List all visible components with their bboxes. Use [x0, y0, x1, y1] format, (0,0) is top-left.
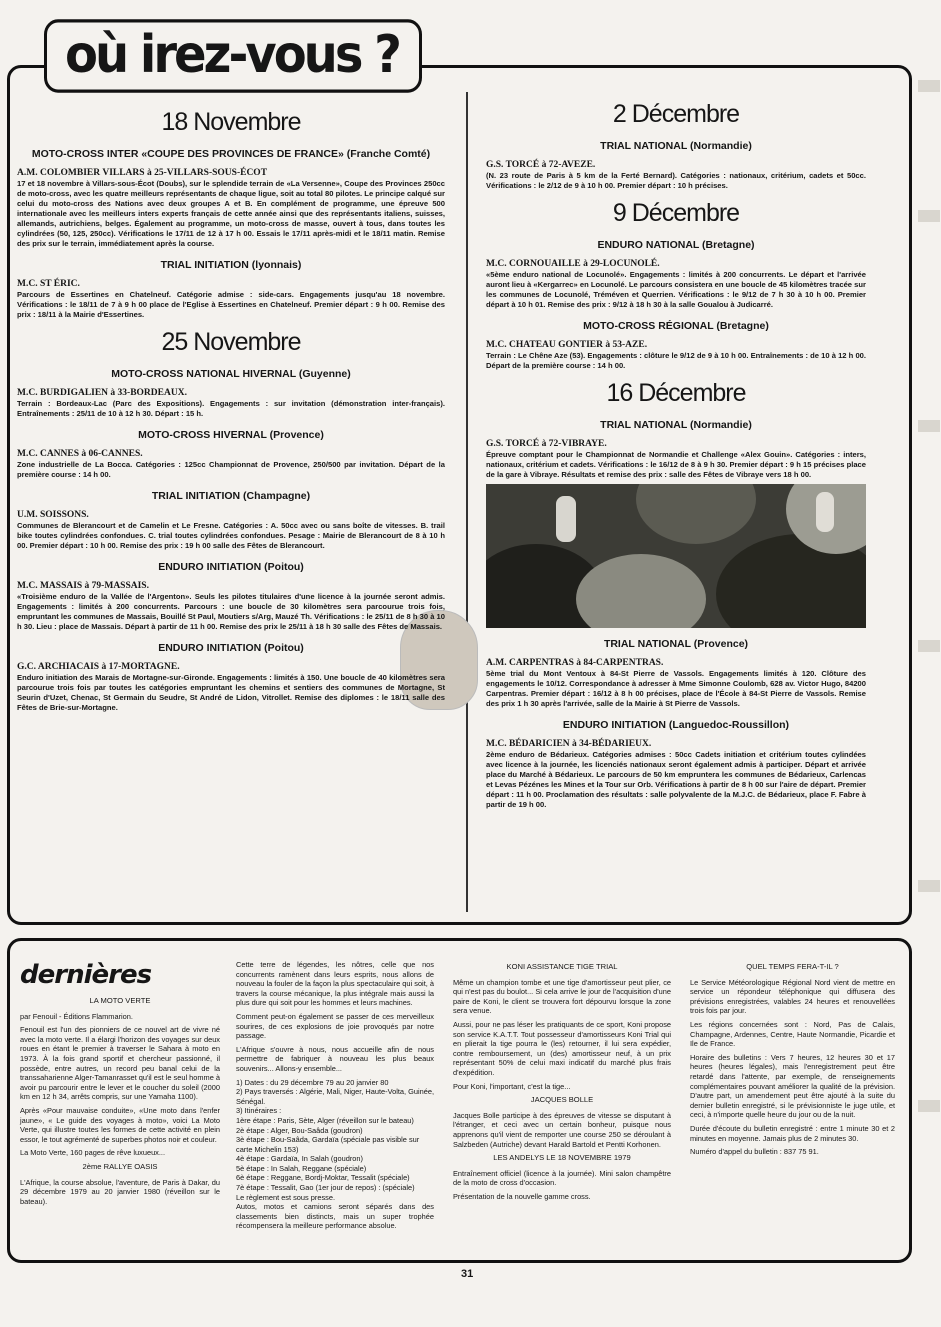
news-line: 4è étape : Gardaïa, In Salah (goudron): [236, 1154, 363, 1164]
news-line: 3è étape : Bou-Saâda, Gardaïa (spéciale pas visible sur carte Michelin 153): [236, 1135, 420, 1154]
event-title: MOTO-CROSS HIVERNAL (Provence): [138, 429, 324, 441]
event: [17, 490, 445, 551]
event-organizer: M.C. BURDIGALIEN à 33-BORDEAUX.: [17, 388, 187, 398]
page-number: 31: [461, 1268, 474, 1280]
event: [486, 140, 866, 191]
news-paragraph: Numéro d'appel du bulletin : 837 75 91.: [690, 1147, 819, 1157]
news-heading: KONI ASSISTANCE TIGE TRIAL: [506, 962, 618, 971]
event-organizer: M.C. CORNOUAILLE à 29-LOCUNOLÉ.: [486, 259, 660, 269]
event-organizer: M.C. CHATEAU GONTIER à 53-AZE.: [486, 340, 648, 350]
event-organizer: M.C. MASSAIS à 79-MASSAIS.: [17, 581, 149, 591]
event: [17, 429, 445, 480]
news-line: 2è étape : Alger, Bou-Saâda (goudron): [236, 1125, 363, 1135]
news-paragraph: Pour Koni, l'important, c'est la tige...: [453, 1081, 571, 1091]
event-title: TRIAL NATIONAL (Provence): [603, 638, 749, 650]
event: [17, 642, 445, 713]
news-line: 5è étape : In Salah, Reggane (spéciale): [236, 1163, 367, 1173]
event-details: Terrain : Bordeaux-Lac (Parc des Expositions). Engagements : sur invitation (démonstration inter-français). Entraînements : 25/11 de 10 à 12 h 30. Départ : 15 h.: [17, 399, 445, 418]
event-details: Enduro initiation des Marais de Mortagne-sur-Gironde. Engagements : limités à 150. Une boucle de 40 kilomètres sera parcourue trois fois par toutes les catégories empruntant les chemins et sentiers des communes de Mortagne, St Seurin d'Uzet, Chenac, St Germain du Seudre, St André de Lidon, Vitrollet. Remise des diplomes : le 18/11 salle des Fêtes de Brie-sur-Mortagne.: [17, 673, 445, 712]
event-details: Parcours de Essertines en Chatelneuf. Catégorie admise : side-cars. Engagements jusqu'au 18 novembre. Vérifications : le 18/11 de 7 à 9 h 00 place de l'Eglise à Essertines en Chatelneuf. Premier départ : 9 h 00. Remise des prix : 18/11 à la Mairie d'Essertines.: [17, 290, 445, 319]
trial-photo: [486, 484, 866, 628]
news-paragraph: Même un champion tombe et une tige d'amortisseur peut plier, ce qui n'est pas du boulot... Si cela arrive le jour de l'acquisition d'une paire de Koni, le client se trouvera fort dépourvu lorsque la zone sera venue.: [453, 977, 671, 1016]
event-title: TRIAL INITIATION (lyonnais): [160, 259, 302, 271]
date-heading: 18 Novembre: [161, 108, 301, 136]
event-title: ENDURO INITIATION (Poitou): [158, 561, 304, 573]
news-line: 2) Pays traversés : Algérie, Mali, Niger, Haute-Volta, Guinée, Sénégal.: [236, 1087, 434, 1106]
event-details: Épreuve comptant pour le Championnat de Normandie et Challenge «Alex Gouin». Catégories : inters, nationaux, critérium et cadets. Vérifications : le 16/12 de 8 à 9 h 30. Premier départ : 9 h 15 précises place de la gare à Vibraye. Résultats et remise des prix : salle des Fêtes de Vibraye vers 18 h 00.: [486, 450, 866, 479]
event: [17, 259, 445, 320]
event: [486, 320, 866, 371]
event: [486, 419, 866, 480]
event-title: MOTO-CROSS INTER «COUPE DES PROVINCES DE FRANCE» (Franche Comté): [31, 148, 431, 160]
news-column: [20, 960, 220, 1210]
event: [486, 239, 866, 310]
news-paragraph: Après «Pour mauvaise conduite», «Une moto dans l'enfer jaune», « Le guide des voyages à moto», voici La Moto Verte, qui illustre toutes les formes de cette activité en plein essor, le tout agrémenté de superbes photos noir et couleur.: [20, 1105, 220, 1144]
date-section: [486, 100, 866, 191]
news-line: 6è étape : Reggane, Bordj-Moktar, Tessalit (spéciale): [236, 1173, 410, 1183]
news-heading: LES ANDELYS LE 18 NOVEMBRE 1979: [493, 1153, 631, 1163]
news-line: 7è étape : Tessalit, Gao (1er jour de repos) : (spéciale): [236, 1183, 415, 1193]
event-title: MOTO-CROSS RÉGIONAL (Bretagne): [583, 320, 769, 332]
news-paragraph: Durée d'écoute du bulletin enregistré : entre 1 minute 30 et 2 minutes en moyenne. Jamais plus de 2 minutes 30.: [690, 1123, 895, 1143]
event-details: «Troisième enduro de la Vallée de l'Argenton». Seuls les pilotes titulaires d'une licence à la journée seront admis. Engagements : limités à 200 concurrents. Parcours : une boucle de 30 kilomètres sera parcourue trois fois, empruntant les communes de Massais, Bouillé St Paul, Moutiers s/Arg, Mauzé Th. Vérifications : le 25/11 de 8 h 30 à 10 h 30. Lieu : place de Massais. Départ à partir de 11 h 00. Remise des prix le 25/11 à 18 h 30 salle des Fêtes de Massais.: [17, 592, 445, 631]
news-heading: 2ème RALLYE OASIS: [82, 1161, 158, 1171]
news-subheading: par Fenouil - Éditions Flammarion.: [20, 1011, 133, 1021]
event-title: TRIAL NATIONAL (Normandie): [600, 140, 752, 152]
date-section: [486, 379, 866, 810]
event-details: 2ème enduro de Bédarieux. Catégories admises : 50cc Cadets initiation et critérium toutes cylindées avec licence à la journée, les licenciés nationaux seront également admis à participer. Départ et arrivée place du Marché à Bédarieux. Le parcours de 50 km empruntera les communes de Bédarieux, Carlencas et Levas Pézénes les Mines et la Tour sur Orb. Vérifications à partir de 8 h 00 sur l'aire de départ. Premier départ : 11 h 00. Proclamation des résultats : salle polyvalente de la M.J.C. de Bédarieux, place F. Fabre à partir de 19 h 00.: [486, 750, 866, 809]
news-paragraph: L'Afrique, la course absolue, l'aventure, de Paris à Dakar, du 29 décembre 1979 au 20 janvier 1980 (réveillon sur le bateau).: [20, 1177, 220, 1206]
news-line: 3) Itinéraires :: [236, 1106, 282, 1116]
event-details: Communes de Blerancourt et de Camelin et Le Fresne. Catégories : A. 50cc avec ou sans boîte de vitesses. B. trail bike toutes cylindrées confondues. C. trial toutes cylindrées confondues. Pesage : Mairie de Blerancourt de 8 à 10 h 00. Premier départ : 10 h 00. Remise des prix : 19 h 00 salle des Fêtes de Blerancourt.: [17, 521, 445, 550]
news-column: [236, 960, 434, 1235]
event-details: «5ème enduro national de Locunolé». Engagements : limités à 200 concurrents. Le départ et l'arrivée auront lieu à «Kergarrec» en Locunolé. Le parcours consistera en une boucle de 45 kilomètres tracée sur les communes de Locunolé, Tréméven et Querrien. Vérifications : le 9/12 de 7 h 30 à 10 h 00. Premier départ à 10 h 01. Remise des prix : 9/12 à 18 h 30 à la salle Goualou à Judicarré.: [486, 270, 866, 309]
news-paragraph: Cette terre de légendes, les nôtres, celle que nos concurrents ramènent dans leurs esprits, nous allons de nouveau la fouler de la façon la plus spectaculaire qui soit, à travers la course mécanique, la plus intégrale mais aussi la plus dure qui soit pour les hommes et leurs machines.: [236, 960, 434, 1008]
event-organizer: G.C. ARCHIACAIS à 17-MORTAGNE.: [17, 662, 180, 672]
event-details: 5ème trial du Mont Ventoux à 84-St Pierre de Vassols. Engagements limités à 120. Clôture des engagements le 10/12. Correspondance à adresser à Mme Simonne Coulomb, 628 av. Victor Hugo, 84200 Carpentras. Premier départ : 16/12 à 8 h 00 précises, place de l'École à 84-St Pierre de Vassols. Remise des prix 1 h 30 après l'arrivée, salle de la Mairie à St Pierre de Vassols.: [486, 669, 866, 708]
event: [486, 638, 866, 709]
event-organizer: U.M. SOISSONS.: [17, 510, 89, 520]
event-title: TRIAL INITIATION (Champagne): [151, 490, 311, 502]
column-divider: [466, 92, 468, 912]
masthead-title: où irez-vous ?: [44, 19, 422, 92]
news-paragraph: Entraînement officiel (licence à la journée). Mini salon champêtre de la moto de cross d'occasion.: [453, 1168, 671, 1188]
event-organizer: G.S. TORCÉ à 72-VIBRAYE.: [486, 439, 607, 449]
date-heading: 9 Décembre: [612, 199, 740, 227]
date-section: [17, 328, 445, 713]
event-organizer: M.C. CANNES à 06-CANNES.: [17, 449, 143, 459]
event-title: MOTO-CROSS NATIONAL HIVERNAL (Guyenne): [111, 368, 351, 380]
news-heading: QUEL TEMPS FERA-T-IL ?: [746, 962, 839, 971]
event-title: ENDURO NATIONAL (Bretagne): [597, 239, 755, 251]
event: [17, 148, 445, 249]
date-heading: 25 Novembre: [161, 328, 301, 356]
left-column: [17, 100, 445, 717]
event-title: TRIAL NATIONAL (Normandie): [600, 419, 752, 431]
event-organizer: A.M. COLOMBIER VILLARS à 25-VILLARS-SOUS-ÉCOT: [17, 168, 268, 178]
news-paragraph: L'Afrique s'ouvre à nous, nous accueille afin de nous permettre de fabriquer à nouveau les plus beaux souvenirs... Allons-y ensemble...: [236, 1044, 434, 1073]
event-details: Terrain : Le Chêne Aze (53). Engagements : clôture le 9/12 de 9 à 10 h 00. Entraînements : de 10 à 12 h 00. Départ de la première course : 14 h 00.: [486, 351, 866, 370]
news-line: 1ère étape : Paris, Sète, Alger (réveillon sur le bateau): [236, 1115, 414, 1125]
event: [486, 719, 866, 810]
news-paragraph: Jacques Bolle participe à des épreuves de vitesse se disputant à l'étranger, et ceci avec un certain bonheur, puisque nous apprenons qu'il vient de remporter une course 250 se déroulant à Salzbeden (Autriche) devant Harald Bartold et Pentti Korhonen.: [453, 1110, 671, 1149]
news-line: Le règlement est sous presse.: [236, 1192, 336, 1202]
news-heading: LA MOTO VERTE: [89, 996, 151, 1005]
event-details: 17 et 18 novembre à Villars-sous-Écot (Doubs), sur le splendide terrain de «La Versenne», Coupe des Provinces 250cc de moto-cross, avec les quatre meilleurs représentants de chaque ligue, soit au total 80 pilotes. Le principe calqué sur celui du moto-cross des Nations avec deux groupes A et B. En complément de programme, une épreuve 500 internationale avec les meilleurs inters experts français de cette année ainsi que des représentants italiens, suisses, allemands, autrichiens, belges. Également au programme, un moto-cross de masse, ouvert à tous, dans toutes les cylindrées (50, 125, 250cc). Vérifications le 17/11 de 12 à 17 h 00. Essais le 17/11 après-midi et le 18/11 matin. Remise des prix sur le terrain, immédiatement après la course.: [17, 179, 445, 248]
news-paragraph: Horaire des bulletins : Vers 7 heures, 12 heures 30 et 17 heures (heures légales), mais l'enregistrement peut être retardé dans l'attente, par exemple, de renseignements complémentaires pouvant améliorer la qualité de la prévision. D'autre part, un amendement peut être ajouté à la suite du dernier bulletin enregistré, si le prévisionniste le juge utile, et ceci, à n'importe quelle heure du jour ou de la nuit.: [690, 1052, 895, 1120]
event-details: (N. 23 route de Paris à 5 km de la Ferté Bernard). Catégories : nationaux, critérium, cadets et 50cc. Vérifications : le 2/12 de 9 à 10 h 00. Premier départ : 10 h précises.: [486, 171, 866, 190]
date-section: [17, 108, 445, 320]
right-column: [486, 92, 866, 814]
news-column: [453, 960, 671, 1205]
date-heading: 16 Décembre: [606, 379, 746, 407]
event-details: Zone industrielle de La Bocca. Catégories : 125cc Championnat de Provence, 250/500 par invitation. Départ de la première course : 14 h 00.: [17, 460, 445, 479]
event: [17, 368, 445, 419]
event-organizer: M.C. ST ÉRIC.: [17, 279, 80, 289]
event-organizer: G.S. TORCÉ à 72-AVEZE.: [486, 160, 596, 170]
news-paragraph: Comment peut-on également se passer de ces merveilleux sourires, de ces explosions de joie provoqués par notre passage.: [236, 1011, 434, 1041]
news-paragraph: La Moto Verte, 160 pages de rêve luxueux...: [20, 1148, 166, 1158]
event-organizer: A.M. CARPENTRAS à 84-CARPENTRAS.: [486, 658, 664, 668]
news-title: dernières: [20, 960, 152, 990]
news-heading: JACQUES BOLLE: [530, 1095, 594, 1105]
news-paragraph: Aussi, pour ne pas léser les pratiquants de ce sport, Koni propose son service K.A.T.T. Tout possesseur d'amortisseurs Koni Trial qui en plierait la tige pourra le (les) retourner, il lui sera expédier, contre remboursement, un (des) amortisseur neuf, à un prix représentant 50% de celui maxi indicatif du marché plus frais d'expédition.: [453, 1019, 671, 1077]
date-heading: 2 Décembre: [612, 100, 740, 128]
news-paragraph: Les régions concernées sont : Nord, Pas de Calais, Champagne, Ardennes, Centre, Haute Normandie, Picardie et Ile de France.: [690, 1019, 895, 1049]
news-column: [690, 960, 895, 1161]
event-organizer: M.C. BÉDARICIEN à 34-BÉDARIEUX.: [486, 739, 652, 749]
date-section: [486, 199, 866, 371]
news-paragraph: Fenouil est l'un des pionniers de ce nouvel art de vivre né avec la moto verte. Il a élargi l'horizon des voyages sur deux roues en étant le premier à traverser le Sahara à moto en 1973. À la fois grand sportif et chercheur passionné, il possède, entre autres, un record peu banal celui de la transsaharienne Alger-Tamanrasset qu'il est le seul homme à avoir pu parcourir entre le lever et le coucher du soleil (2000 km en 12 h 34, arrêts compris, sur une Yamaha 1100).: [20, 1025, 220, 1102]
event-title: ENDURO INITIATION (Poitou): [158, 642, 304, 654]
event: [17, 561, 445, 632]
event-title: ENDURO INITIATION (Languedoc-Roussillon): [562, 719, 790, 731]
news-paragraph: Le Service Météorologique Régional Nord vient de mettre en service un répondeur téléphonique qui diffusera des prévisions enregistrées, valables 24 heures et renouvellées trois fois par jour.: [690, 977, 895, 1016]
news-line: 1) Dates : du 29 décembre 79 au 20 janvier 80: [236, 1077, 389, 1087]
news-paragraph: Autos, motos et camions seront séparés dans des classements bien distincts, mais un super trophée récompensera la meilleure performance absolue.: [236, 1202, 434, 1231]
news-paragraph: Présentation de la nouvelle gamme cross.: [453, 1191, 591, 1201]
